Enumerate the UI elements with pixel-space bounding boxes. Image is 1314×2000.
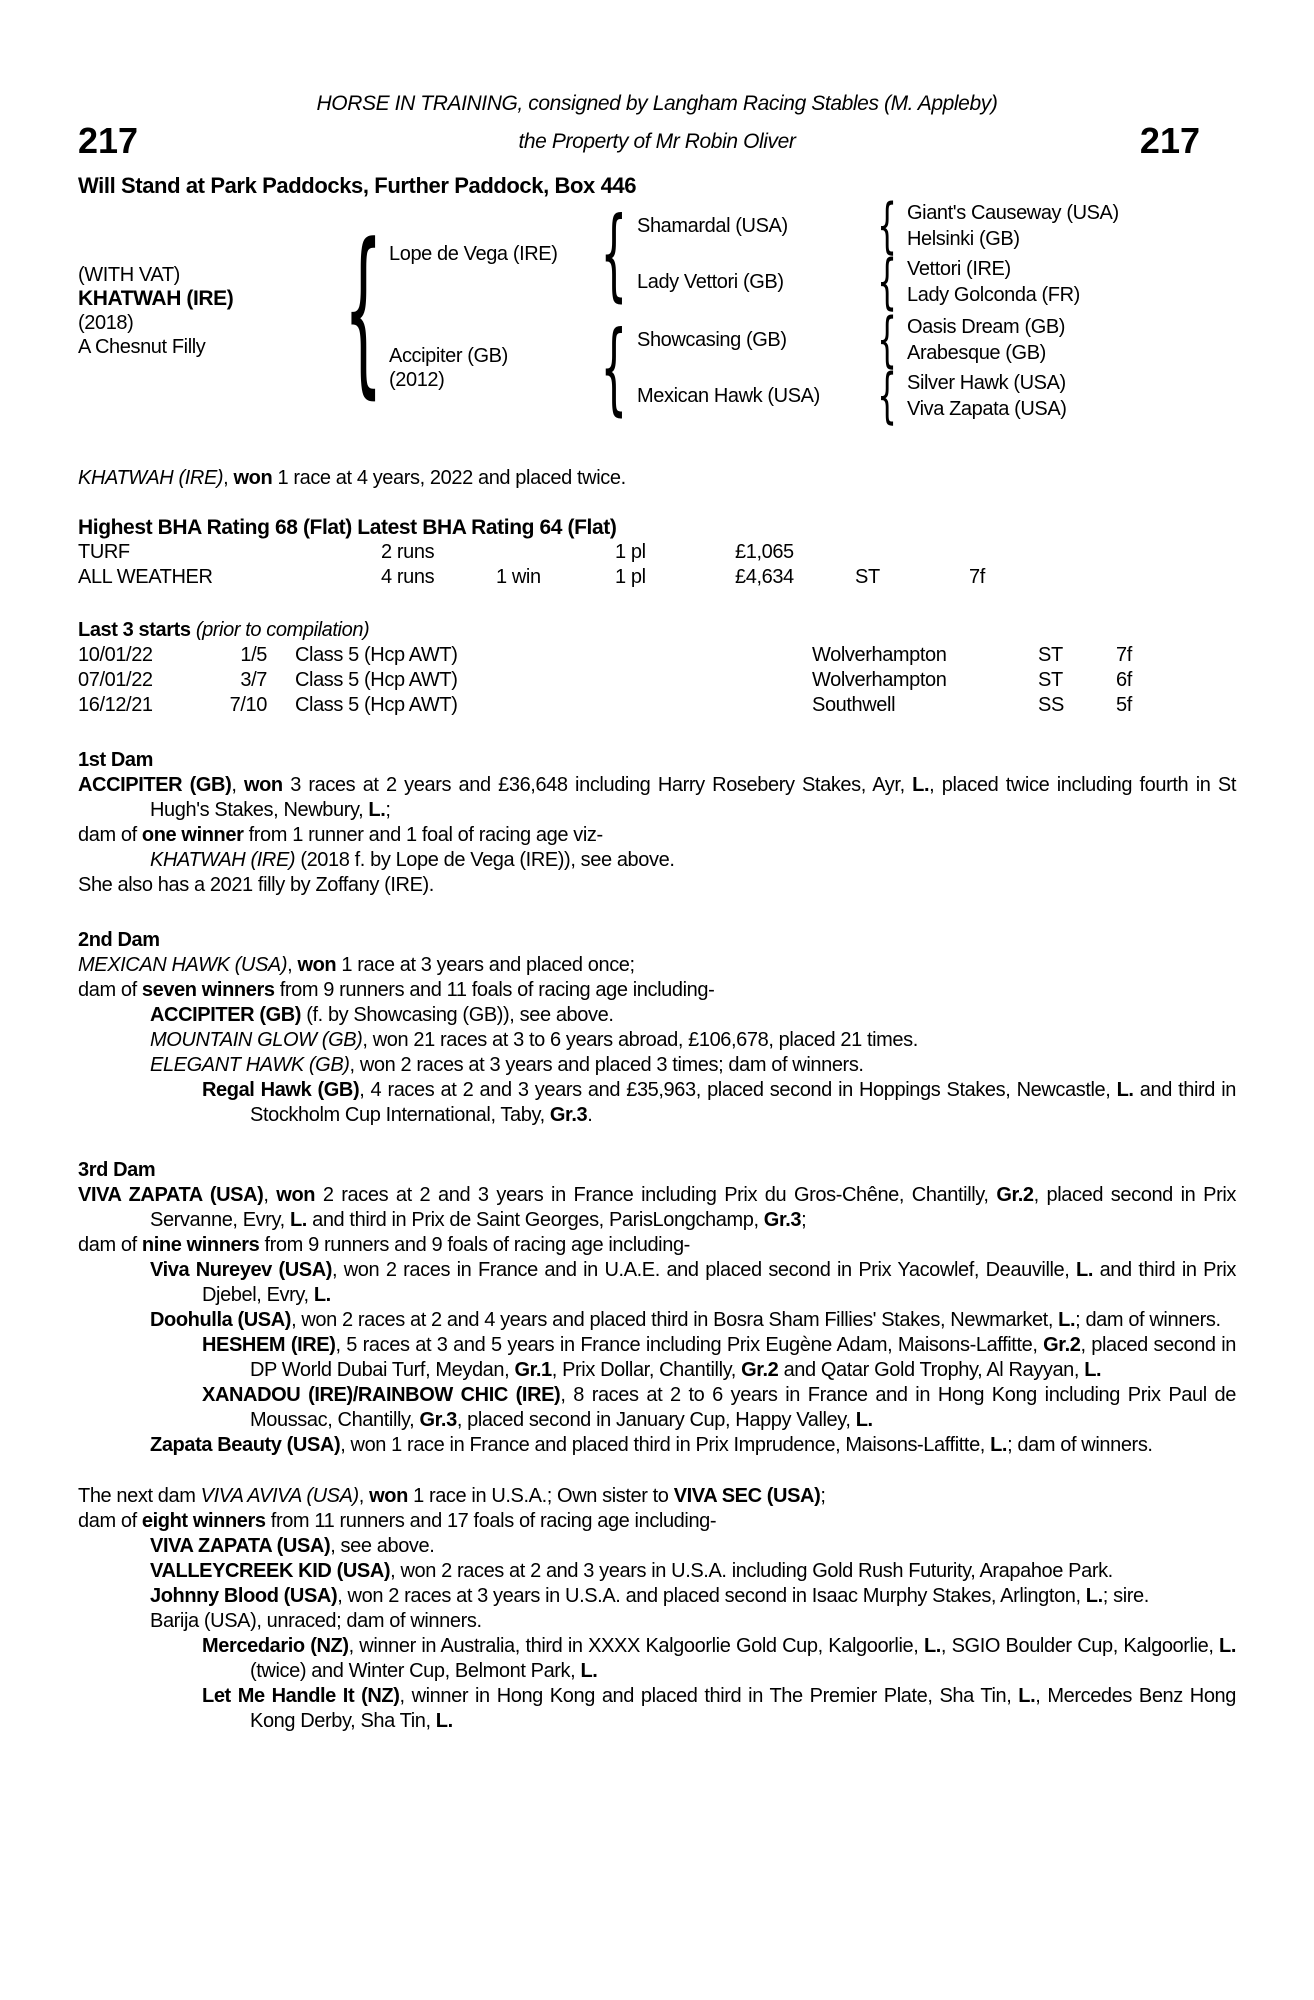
ratings-cell: ST (855, 566, 880, 588)
last-start-cell: 7/10 (229, 694, 267, 716)
pedigree-paragraph (78, 953, 1236, 978)
text-segment: , placed twice including fourth in St Hugh's Stakes, Newbury, (150, 774, 1236, 821)
last-starts-title: Last 3 starts (78, 619, 191, 641)
text-segment: Gr.3 (419, 1409, 457, 1431)
dam-heading: 3rd Dam (78, 1159, 156, 1181)
pedigree-paragraph (78, 1308, 1236, 1333)
last-start-cell: ST (1038, 644, 1063, 666)
text-segment: L. (1116, 1079, 1134, 1101)
last-start-cell: 6f (1116, 669, 1132, 691)
text-segment: 1 race at 3 years and placed once; (336, 954, 635, 976)
last-start-cell: SS (1038, 694, 1064, 716)
last-start-cell: ST (1038, 669, 1063, 691)
text-segment: (f. by Showcasing (GB)), see above. (301, 1004, 614, 1026)
text-segment: The next dam (78, 1485, 201, 1507)
text-segment: won (369, 1485, 408, 1507)
text-segment: dam of (78, 979, 142, 1001)
gen4-name: Helsinki (GB) (907, 228, 1020, 250)
text-segment: ; (385, 799, 391, 821)
text-segment: , won 2 races in France and in U.A.E. and placed second in Prix Yacowlef, Deauville, (332, 1259, 1077, 1281)
text-segment: Gr.3 (763, 1209, 802, 1231)
text-segment: ; (801, 1209, 807, 1231)
text-segment: MEXICAN HAWK (USA) (78, 954, 288, 976)
text-segment: L. (1018, 1685, 1036, 1707)
gen3-brace: { (877, 361, 897, 431)
gen3-pairs (625, 305, 1067, 431)
pedigree-sire-half (375, 191, 1119, 317)
text-segment: VIVA SEC (USA) (673, 1485, 821, 1507)
pedigree-generations (375, 191, 1119, 431)
text-segment: VIVA ZAPATA (USA) (78, 1184, 264, 1206)
pedigree-paragraph (78, 1233, 1236, 1258)
text-segment: and third in Prix Djebel, Evry, (202, 1259, 1237, 1306)
gen4-name: Arabesque (GB) (907, 342, 1046, 364)
horse-description: A Chesnut Filly (78, 336, 206, 358)
dam-section-2nd-dam (78, 928, 1236, 1128)
pedigree-subject-column (78, 263, 351, 359)
text-segment: Gr.3 (549, 1104, 588, 1126)
text-segment: L. (855, 1409, 873, 1431)
text-segment: , Mercedes Benz Hong Kong Derby, Sha Tin, (250, 1685, 1236, 1732)
text-segment: , 5 races at 3 and 5 years in France including Prix Eugène Adam, Maisons-Laffitte, (335, 1334, 1044, 1356)
pedigree-paragraph (78, 1609, 1236, 1634)
pedigree-paragraph (78, 1484, 1236, 1509)
text-segment: , winner in Australia, third in XXXX Kalgoorlie Gold Cup, Kalgoorlie, (348, 1635, 924, 1657)
gen4-name: Viva Zapata (USA) (907, 398, 1067, 420)
ratings-cell (496, 540, 615, 565)
pedigree-main-brace: { (343, 206, 383, 415)
text-segment: , won 2 races at 2 and 3 years in U.S.A. including Gold Rush Futurity, Arapahoe Park. (390, 1560, 1113, 1582)
pedigree-paragraph (78, 1003, 1236, 1028)
pedigree-paragraph (78, 773, 1236, 823)
text-segment: L. (313, 1284, 331, 1306)
last-start-cell: Class 5 (Hcp AWT) (295, 644, 458, 666)
text-segment: She also has a 2021 filly by Zoffany (IRE). (78, 874, 434, 896)
text-segment: eight winners (141, 1510, 266, 1532)
text-segment: and third in Prix de Saint Georges, ParisLongchamp, (306, 1209, 764, 1231)
text-segment: VIVA AVIVA (USA) (200, 1485, 359, 1507)
ratings-cell: 1 pl (615, 541, 646, 563)
gen2-name: Lope de Vega (IRE) (389, 243, 558, 265)
pedigree-paragraph (78, 1053, 1236, 1078)
gen3-name: Mexican Hawk (USA) (637, 384, 820, 407)
last-start-row (78, 668, 1236, 693)
text-segment: Gr.2 (1043, 1334, 1081, 1356)
gen4-name: Lady Golconda (FR) (907, 284, 1080, 306)
text-segment: from 9 runners and 9 foals of racing age including- (259, 1234, 690, 1256)
text-segment: won (276, 1184, 316, 1206)
gen4-name: Giant's Causeway (USA) (907, 202, 1119, 224)
last-start-cell: 3/7 (240, 669, 267, 691)
text-segment: , won 21 races at 3 to 6 years abroad, £106,678, placed 21 times. (362, 1029, 918, 1051)
ratings-rows (78, 540, 1236, 590)
pedigree-paragraph (78, 1534, 1236, 1559)
text-segment: dam of (78, 1510, 142, 1532)
gen4-name: Silver Hawk (USA) (907, 372, 1066, 394)
text-segment: L. (1058, 1309, 1076, 1331)
text-segment: 2 races at 2 and 3 years in France including Prix du Gros-Chêne, Chantilly, (315, 1184, 997, 1206)
text-segment: Barija (USA), unraced; dam of winners. (150, 1610, 482, 1632)
race-summary (78, 466, 1236, 491)
gen2-name-cell (375, 242, 603, 266)
text-segment: 1 race at 4 years, 2022 and placed twice. (272, 467, 626, 489)
last-starts-note: (prior to compilation) (195, 619, 370, 641)
gen3-brace: { (877, 247, 897, 317)
gen4-pair (897, 370, 1067, 422)
text-segment: won (297, 954, 337, 976)
text-segment: ; (820, 1485, 826, 1507)
text-segment: (2018 f. by Lope de Vega (IRE)), see above. (295, 849, 675, 871)
text-segment: , (231, 774, 244, 796)
pedigree-paragraph (78, 1433, 1236, 1458)
gen2-year: (2012) (389, 369, 445, 391)
ratings-row (78, 565, 1236, 590)
text-segment: . (587, 1104, 593, 1126)
text-segment: VALLEYCREEK KID (USA) (150, 1560, 391, 1582)
gen2-brace: { (600, 309, 628, 426)
ratings-table (78, 515, 1236, 590)
last-start-cell: 5f (1116, 694, 1132, 716)
text-segment: Viva Nureyev (USA) (150, 1259, 333, 1281)
last-start-cell: 16/12/21 (78, 694, 153, 716)
text-segment: Gr.2 (741, 1359, 779, 1381)
gen3-brace: { (877, 191, 897, 261)
gen3-name: Shamardal (USA) (637, 214, 788, 237)
ratings-cell: 1 win (496, 566, 541, 588)
text-segment: , placed second in DP World Dubai Turf, Meydan, (250, 1334, 1236, 1381)
text-segment: Gr.2 (996, 1184, 1034, 1206)
text-segment: won (233, 467, 273, 489)
gen3-name: Showcasing (GB) (637, 328, 787, 351)
text-segment: L. (435, 1710, 453, 1732)
gen3-group (625, 191, 1119, 261)
ratings-cell: 2 runs (381, 541, 435, 563)
text-segment: , 8 races at 2 to 6 years in France and in Hong Kong including Prix Paul de Moussac, Chantilly, (250, 1384, 1236, 1431)
pedigree-paragraph (78, 823, 1236, 848)
text-segment: from 1 runner and 1 foal of racing age viz- (243, 824, 603, 846)
dam-heading: 2nd Dam (78, 929, 160, 951)
stand-location-line: Will Stand at Park Paddocks, Further Paddock, Box 446 (78, 173, 637, 198)
ratings-row (78, 540, 1236, 565)
text-segment: Doohulla (USA) (150, 1309, 292, 1331)
pedigree-dam-half (375, 305, 1119, 431)
text-segment: ; dam of winners. (1075, 1309, 1221, 1331)
text-segment: Johnny Blood (USA) (150, 1585, 338, 1607)
ratings-cell: £4,634 (735, 566, 794, 588)
lot-number-right: 217 (1139, 120, 1200, 161)
text-segment: , placed second in Prix Servanne, Evry, (150, 1184, 1236, 1231)
horse-name: KHATWAH (IRE) (78, 287, 234, 310)
gen4-pair (897, 314, 1065, 366)
ratings-cell: TURF (78, 541, 130, 563)
text-segment: , SGIO Boulder Cup, Kalgoorlie, (940, 1635, 1220, 1657)
last-starts-table (78, 618, 1236, 718)
text-segment: from 11 runners and 17 foals of racing age including- (265, 1510, 717, 1532)
last-start-cell: 1/5 (240, 644, 267, 666)
pedigree-paragraph (78, 1258, 1236, 1308)
vat-note: (WITH VAT) (78, 264, 180, 286)
text-segment: 3 races at 2 years and £36,648 including Harry Rosebery Stakes, Ayr, (282, 774, 913, 796)
text-segment: Let Me Handle It (NZ) (202, 1685, 400, 1707)
gen2-name: Accipiter (GB) (389, 345, 508, 367)
text-segment: seven winners (141, 979, 275, 1001)
text-segment: won (243, 774, 283, 796)
text-segment: ACCIPITER (GB) (78, 774, 232, 796)
ratings-cell: 4 runs (381, 566, 435, 588)
text-segment: Regal Hawk (GB) (202, 1079, 360, 1101)
text-segment: , (223, 467, 234, 489)
text-segment: , won 2 races at 3 years in U.S.A. and placed second in Isaac Murphy Stakes, Arlington, (337, 1585, 1086, 1607)
text-segment: , won 2 races at 3 years and placed 3 times; dam of winners. (349, 1054, 864, 1076)
lot-header-row (78, 122, 1236, 160)
text-segment: L. (1219, 1635, 1237, 1657)
pedigree-paragraph (78, 1634, 1236, 1684)
dam-heading: 1st Dam (78, 749, 154, 771)
gen4-pair (897, 200, 1119, 252)
text-segment: , (358, 1485, 370, 1507)
text-segment: , won 1 race in France and placed third in Prix Imprudence, Maisons-Laffitte, (340, 1434, 991, 1456)
text-segment: KHATWAH (IRE) (78, 467, 224, 489)
text-segment: ACCIPITER (GB) (150, 1004, 302, 1026)
pedigree-paragraph (78, 1509, 1236, 1534)
text-segment: L. (923, 1635, 941, 1657)
gen2-brace: { (600, 195, 628, 312)
text-segment: , (287, 954, 298, 976)
last-start-cell: Southwell (812, 694, 896, 716)
text-segment: L. (912, 774, 930, 796)
ratings-cell (969, 540, 1236, 565)
consignment-line: HORSE IN TRAINING, consigned by Langham Racing Stables (M. Appleby) (316, 92, 998, 115)
gen3-group (625, 305, 1067, 375)
text-segment: dam of (78, 1234, 142, 1256)
gen4-pair (897, 256, 1080, 308)
text-segment: nine winners (141, 1234, 260, 1256)
text-segment: , 4 races at 2 and 3 years and £35,963, placed second in Hoppings Stakes, Newcastle, (359, 1079, 1117, 1101)
gen3-name: Lady Vettori (GB) (637, 270, 784, 293)
text-segment: one winner (141, 824, 244, 846)
text-segment: L. (1084, 1359, 1102, 1381)
pedigree-paragraph (78, 1333, 1236, 1383)
text-segment: (twice) and Winter Cup, Belmont Park, (250, 1660, 581, 1682)
text-segment: L. (1076, 1259, 1093, 1281)
text-segment: L. (1085, 1585, 1103, 1607)
text-segment: Zapata Beauty (USA) (150, 1434, 341, 1456)
last-start-cell: 7f (1116, 644, 1132, 666)
text-segment: L. (368, 799, 386, 821)
text-segment: MOUNTAIN GLOW (GB) (150, 1029, 363, 1051)
property-line: the Property of Mr Robin Oliver (518, 129, 796, 153)
last-start-cell: Class 5 (Hcp AWT) (295, 694, 458, 716)
lot-number-left: 217 (78, 120, 139, 161)
text-segment: ; sire. (1102, 1585, 1149, 1607)
text-segment: HESHEM (IRE) (202, 1334, 336, 1356)
text-segment: 1 race in U.S.A.; Own sister to (407, 1485, 674, 1507)
text-segment: XANADOU (IRE)/RAINBOW CHIC (IRE) (202, 1384, 561, 1406)
gen3-brace: { (877, 305, 897, 375)
ratings-cell: ALL WEATHER (78, 566, 213, 588)
horse-year: (2018) (78, 312, 134, 334)
text-segment: VIVA ZAPATA (USA) (150, 1535, 331, 1557)
gen4-name: Vettori (IRE) (907, 258, 1011, 280)
pedigree-paragraph (78, 1383, 1236, 1433)
last-start-row (78, 643, 1236, 668)
text-segment: and third in Stockholm Cup International, Taby, (250, 1079, 1236, 1126)
dam-section-1st-dam (78, 748, 1236, 898)
last-start-cell: Wolverhampton (812, 669, 947, 691)
last-starts-heading (78, 618, 1236, 643)
dam-sections (78, 748, 1236, 1734)
ratings-cell: £1,065 (735, 541, 794, 563)
gen2-name-cell (375, 344, 603, 392)
ratings-cell: 7f (969, 566, 985, 588)
text-segment: ; dam of winners. (1007, 1434, 1153, 1456)
text-segment: L. (289, 1209, 307, 1231)
pedigree-paragraph (78, 848, 1236, 873)
text-segment: Mercedario (NZ) (202, 1635, 349, 1657)
text-segment: , placed second in January Cup, Happy Valley, (456, 1409, 856, 1431)
text-segment: KHATWAH (IRE) (150, 849, 296, 871)
last-start-row (78, 693, 1236, 718)
pedigree-paragraph (78, 1559, 1236, 1584)
ratings-cell (855, 540, 969, 565)
text-segment: L. (990, 1434, 1008, 1456)
last-starts-rows (78, 643, 1236, 718)
gen4-name: Oasis Dream (GB) (907, 316, 1066, 338)
bha-ratings-heading: Highest BHA Rating 68 (Flat) Latest BHA Rating 64 (Flat) (78, 516, 617, 539)
text-segment: , winner in Hong Kong and placed third in The Premier Plate, Sha Tin, (399, 1685, 1019, 1707)
gen3-group (625, 361, 1067, 431)
pedigree-paragraph (78, 873, 1236, 898)
last-start-cell: Class 5 (Hcp AWT) (295, 669, 458, 691)
pedigree-tree (78, 191, 1236, 431)
pedigree-paragraph (78, 1684, 1236, 1734)
dam-section-3rd-dam (78, 1158, 1236, 1458)
pedigree-paragraph (78, 1028, 1236, 1053)
next-dam-section (78, 1484, 1236, 1734)
pedigree-paragraph (78, 1183, 1236, 1233)
last-start-cell: Wolverhampton (812, 644, 947, 666)
text-segment: and Qatar Gold Trophy, Al Rayyan, (778, 1359, 1085, 1381)
text-segment: , (263, 1184, 277, 1206)
text-segment: , see above. (330, 1535, 435, 1557)
text-segment: L. (580, 1660, 598, 1682)
last-start-cell: 07/01/22 (78, 669, 153, 691)
ratings-cell: 1 pl (615, 566, 646, 588)
text-segment: ELEGANT HAWK (GB) (150, 1054, 350, 1076)
text-segment: , Prix Dollar, Chantilly, (551, 1359, 742, 1381)
text-segment: , won 2 races at 2 and 4 years and placed third in Bosra Sham Fillies' Stakes, Newmarket, (291, 1309, 1059, 1331)
pedigree-paragraph (78, 1078, 1236, 1128)
pedigree-paragraph (78, 1584, 1236, 1609)
gen3-group (625, 247, 1119, 317)
text-segment: from 9 runners and 11 foals of racing age including- (274, 979, 715, 1001)
text-segment: Gr.1 (514, 1359, 552, 1381)
text-segment: dam of (78, 824, 142, 846)
last-start-cell: 10/01/22 (78, 644, 153, 666)
gen3-pairs (625, 191, 1119, 317)
pedigree-paragraph (78, 978, 1236, 1003)
